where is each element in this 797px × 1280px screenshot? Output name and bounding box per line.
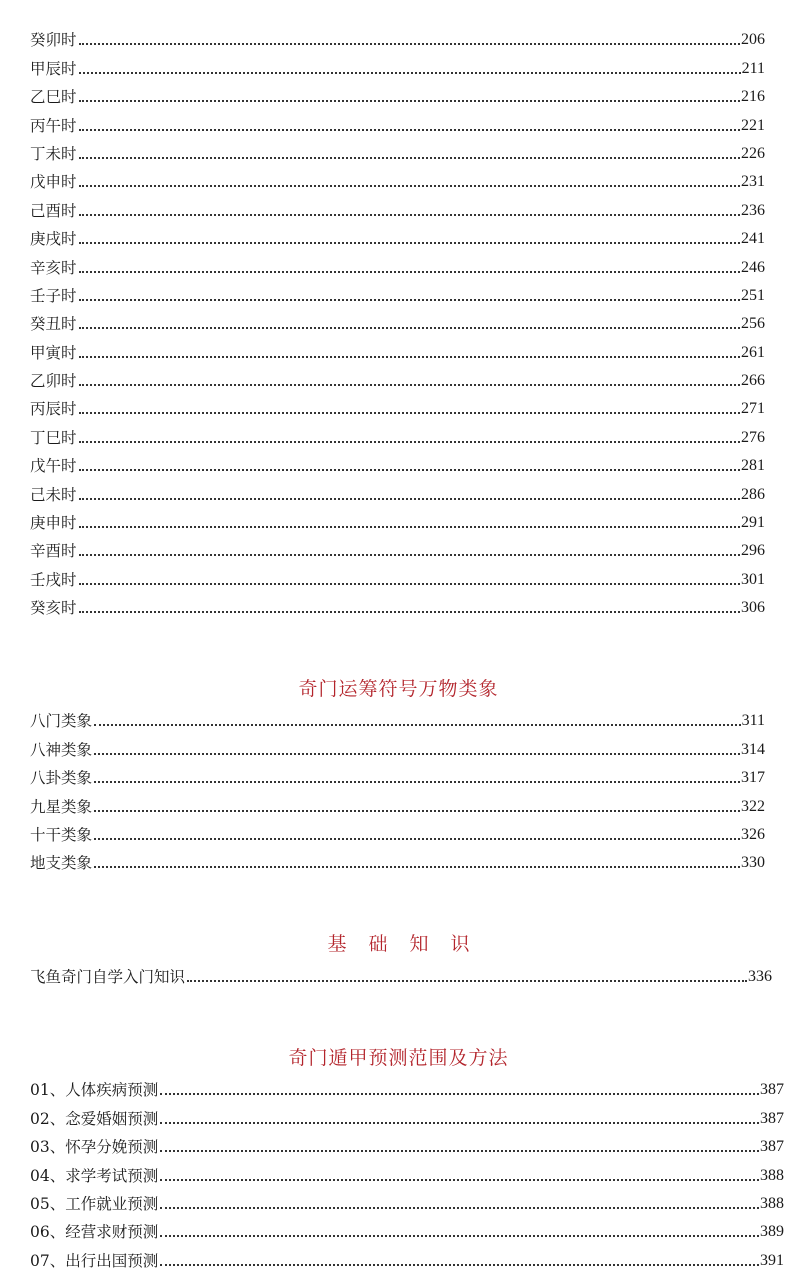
toc-entry-page: 391	[760, 1251, 784, 1269]
toc-entry-page: 276	[741, 428, 765, 446]
toc-entry	[30, 1185, 784, 1213]
toc-entry-title: 丙辰时	[30, 400, 77, 419]
toc-entry-title: 辛酉时	[30, 542, 77, 561]
toc-entry	[30, 362, 765, 390]
toc-entry	[30, 1071, 784, 1099]
toc-entry-title: 八卦类象	[30, 769, 93, 788]
dot-leader	[79, 384, 740, 386]
section-heading-wanwu-leixiang: 奇门运筹符号万物类象	[298, 678, 499, 700]
dot-leader	[79, 72, 741, 74]
dot-leader	[79, 469, 740, 471]
toc-entry	[30, 390, 765, 418]
dot-leader	[79, 299, 740, 301]
toc-entry-page: 387	[760, 1081, 784, 1099]
dot-leader	[79, 327, 740, 329]
toc-entry-page: 261	[741, 343, 765, 361]
toc-entry	[30, 191, 765, 219]
toc-entry-page: 336	[748, 968, 772, 986]
toc-entry-title: 癸丑时	[30, 315, 77, 334]
toc-entry-title: 癸卯时	[30, 31, 77, 50]
dot-leader	[79, 611, 740, 613]
toc-entry-page: 231	[741, 173, 765, 191]
toc-entry-page: 241	[741, 230, 765, 248]
dot-leader	[94, 781, 740, 783]
dot-leader	[79, 129, 740, 131]
toc-entry	[30, 759, 765, 787]
dot-leader	[79, 242, 740, 244]
toc-entry	[30, 475, 765, 503]
dot-leader	[160, 1122, 759, 1124]
toc-entry-title: 乙卯时	[30, 372, 77, 391]
toc-entry-title: 戊午时	[30, 457, 77, 476]
dot-leader	[94, 724, 741, 726]
dot-leader	[79, 100, 740, 102]
toc-entry-title: 八神类象	[30, 740, 93, 759]
toc-entry	[30, 560, 765, 588]
toc-list-yuce	[30, 1071, 784, 1270]
dot-leader	[187, 980, 747, 982]
toc-entry	[30, 589, 765, 617]
toc-entry	[30, 135, 765, 163]
toc-entry-title: 甲寅时	[30, 343, 77, 362]
toc-entry-page: 301	[741, 570, 765, 588]
dot-leader	[94, 866, 740, 868]
toc-entry	[30, 1099, 784, 1127]
dot-leader	[160, 1207, 759, 1209]
toc-entry-title: 丁巳时	[30, 428, 77, 447]
toc-entry-title: 戊申时	[30, 173, 77, 192]
toc-entry-page: 311	[741, 712, 765, 730]
toc-entry	[30, 787, 765, 815]
toc-entry	[30, 1156, 784, 1184]
dot-leader	[79, 554, 740, 556]
dot-leader	[160, 1150, 759, 1152]
toc-entry-title: 九星类象	[30, 797, 93, 816]
toc-entry	[30, 418, 765, 446]
dot-leader	[79, 214, 740, 216]
dot-leader	[94, 753, 740, 755]
toc-entry	[30, 958, 772, 986]
toc-entry	[30, 277, 765, 305]
toc-entry	[30, 220, 765, 248]
dot-leader	[79, 583, 740, 585]
toc-entry-page: 326	[741, 825, 765, 843]
dot-leader	[79, 526, 740, 528]
toc-entry	[30, 532, 765, 560]
section-heading-yuce-fangfa: 奇门遁甲预测范围及方法	[288, 1047, 509, 1069]
toc-entry	[30, 248, 765, 276]
toc-entry	[30, 163, 765, 191]
toc-entry-title: 01、人体疾病预测	[30, 1081, 159, 1100]
toc-entry-page: 236	[741, 201, 765, 219]
toc-list-jichu	[30, 958, 772, 986]
toc-entry-title: 壬戌时	[30, 570, 77, 589]
dot-leader	[79, 185, 740, 187]
toc-entry-page: 314	[741, 740, 765, 758]
toc-entry-page: 251	[741, 286, 765, 304]
toc-entry-title: 丁未时	[30, 144, 77, 163]
toc-entry-page: 246	[741, 258, 765, 276]
toc-entry	[30, 816, 765, 844]
toc-entry	[30, 1213, 784, 1241]
toc-entry-page: 256	[741, 315, 765, 333]
dot-leader	[79, 356, 740, 358]
toc-entry-title: 己酉时	[30, 201, 77, 220]
dot-leader	[79, 271, 740, 273]
toc-entry	[30, 21, 765, 49]
toc-entry-page: 286	[741, 485, 765, 503]
toc-entry	[30, 106, 765, 134]
toc-entry-title: 辛亥时	[30, 258, 77, 277]
toc-entry-title: 丙午时	[30, 116, 77, 135]
toc-entry-title: 飞鱼奇门自学入门知识	[30, 968, 186, 987]
toc-entry-page: 296	[741, 542, 765, 560]
toc-entry-page: 266	[741, 372, 765, 390]
toc-entry-title: 十干类象	[30, 825, 93, 844]
section-heading-jichu-zhishi: 基础知识	[327, 933, 492, 955]
dot-leader	[160, 1235, 759, 1237]
dot-leader	[79, 157, 740, 159]
toc-entry-title: 06、经营求财预测	[30, 1223, 159, 1242]
dot-leader	[94, 838, 740, 840]
toc-entry-page: 211	[741, 59, 765, 77]
toc-entry-title: 庚申时	[30, 514, 77, 533]
toc-entry-page: 388	[760, 1166, 784, 1184]
toc-entry-page: 322	[741, 797, 765, 815]
toc-entry-page: 388	[760, 1194, 784, 1212]
dot-leader	[160, 1093, 759, 1095]
toc-entry	[30, 844, 765, 872]
toc-list-shichen	[30, 21, 765, 617]
toc-entry-page: 216	[741, 88, 765, 106]
toc-entry-page: 226	[741, 144, 765, 162]
dot-leader	[94, 810, 740, 812]
toc-entry-page: 271	[741, 400, 765, 418]
dot-leader	[160, 1264, 759, 1266]
toc-entry-title: 庚戌时	[30, 230, 77, 249]
dot-leader	[79, 498, 740, 500]
toc-entry	[30, 1128, 784, 1156]
toc-entry-title: 04、求学考试预测	[30, 1166, 159, 1185]
toc-entry-title: 07、出行出国预测	[30, 1251, 159, 1270]
toc-entry-page: 281	[741, 457, 765, 475]
toc-entry-page: 389	[760, 1223, 784, 1241]
toc-entry-title: 甲辰时	[30, 59, 77, 78]
toc-entry-page: 317	[741, 769, 765, 787]
toc-entry-title: 03、怀孕分娩预测	[30, 1138, 159, 1157]
dot-leader	[79, 43, 740, 45]
toc-entry-page: 330	[741, 854, 765, 872]
toc-entry-page: 221	[741, 116, 765, 134]
toc-entry-page: 306	[741, 599, 765, 617]
toc-list-leixiang	[30, 702, 765, 872]
toc-entry-title: 地支类象	[30, 854, 93, 873]
toc-entry-page: 387	[760, 1109, 784, 1127]
dot-leader	[160, 1179, 759, 1181]
toc-entry-title: 己未时	[30, 485, 77, 504]
toc-entry-page: 291	[741, 514, 765, 532]
toc-entry	[30, 730, 765, 758]
toc-entry-title: 05、工作就业预测	[30, 1194, 159, 1213]
dot-leader	[79, 441, 740, 443]
toc-entry	[30, 305, 765, 333]
dot-leader	[79, 412, 740, 414]
toc-entry	[30, 504, 765, 532]
toc-entry-title: 02、念爱婚姻预测	[30, 1109, 159, 1128]
toc-entry	[30, 1241, 784, 1269]
toc-entry	[30, 49, 765, 77]
toc-entry	[30, 447, 765, 475]
toc-entry-title: 八门类象	[30, 712, 93, 731]
toc-entry-page: 387	[760, 1138, 784, 1156]
toc-entry	[30, 333, 765, 361]
toc-entry	[30, 78, 765, 106]
toc-entry-title: 乙巳时	[30, 88, 77, 107]
toc-entry	[30, 702, 765, 730]
toc-entry-title: 壬子时	[30, 286, 77, 305]
toc-entry-page: 206	[741, 31, 765, 49]
toc-entry-title: 癸亥时	[30, 599, 77, 618]
